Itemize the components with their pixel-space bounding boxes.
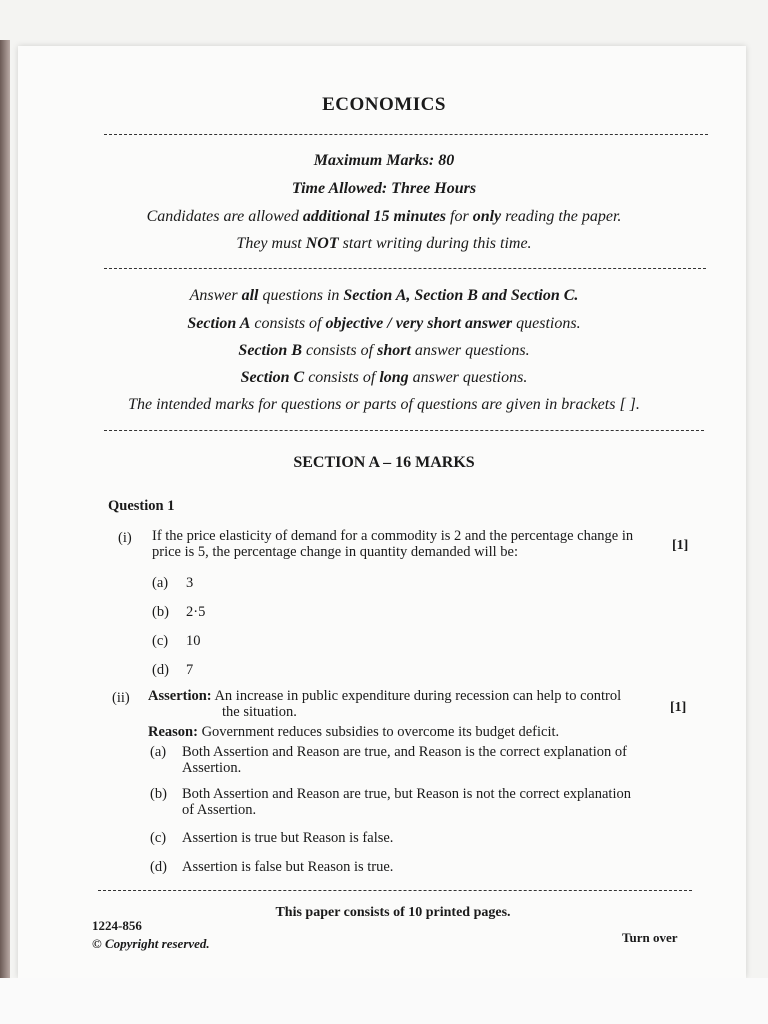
- text-line: price is 5, the percentage change in quantity demanded will be:: [152, 544, 518, 560]
- time-allowed-text: Time Allowed: Three Hours: [291, 180, 477, 197]
- text: Section A: [187, 315, 251, 332]
- option-b: [152, 604, 206, 620]
- copyright-note: © Copyright reserved.: [92, 936, 210, 951]
- option-c: [152, 633, 201, 649]
- reading-only: only: [472, 208, 502, 225]
- instruction-line-5: The intended marks for questions or parts of questions are given in brackets [ ].: [128, 396, 640, 413]
- reason-label: Reason:: [148, 724, 198, 740]
- assertion: [148, 688, 668, 720]
- question-text: [152, 528, 662, 560]
- instruction-line-2: [60, 315, 708, 333]
- must-pre: They must: [236, 235, 306, 252]
- background: [0, 978, 768, 1024]
- option-a: [150, 744, 670, 776]
- reason: [148, 724, 559, 740]
- option-label: (b): [150, 786, 167, 802]
- text: Section B: [238, 342, 302, 359]
- instruction-line-4: [60, 369, 708, 387]
- option-d: [150, 859, 394, 875]
- reading-mid: for: [446, 208, 473, 225]
- divider: [104, 430, 704, 431]
- option-d: [152, 662, 194, 678]
- no-writing-note: [60, 235, 708, 253]
- text: all: [241, 287, 259, 304]
- text: questions in: [258, 287, 344, 304]
- option-a: [152, 575, 194, 591]
- part-number: (ii): [112, 690, 130, 706]
- option-text: 2·5: [186, 604, 206, 620]
- option-text: Both Assertion and Reason are true, but Reason is not the correct explanation: [182, 786, 631, 802]
- text: short: [377, 342, 411, 359]
- marks-badge: [1]: [672, 538, 689, 553]
- turn-over-note: Turn over: [622, 930, 678, 945]
- text: Answer: [189, 287, 242, 304]
- paper-code: 1224-856: [92, 918, 142, 933]
- text: consists of: [304, 369, 380, 386]
- option-label: (a): [150, 744, 167, 760]
- pages-note: This paper consists of 10 printed pages.: [275, 905, 511, 920]
- instruction-line-3: [60, 342, 708, 360]
- divider: [104, 134, 708, 135]
- instruction-line-1: [60, 287, 708, 305]
- assertion-text: An increase in public expenditure during recession can help to control: [211, 688, 622, 704]
- reading-post: reading the paper.: [501, 208, 622, 225]
- option-text: of Assertion.: [182, 802, 257, 818]
- text-line: If the price elasticity of demand for a commodity is 2 and the percentage change in: [152, 528, 634, 544]
- text: answer questions.: [408, 369, 528, 386]
- option-text: Assertion is false but Reason is true.: [182, 859, 394, 875]
- option-c: [150, 830, 394, 846]
- option-text: Both Assertion and Reason are true, and Reason is the correct explanation of: [182, 744, 627, 760]
- text: consists of: [250, 315, 326, 332]
- text: consists of: [301, 342, 378, 359]
- reading-bold: additional 15 minutes: [302, 208, 447, 225]
- page-left-edge: [0, 40, 10, 980]
- text: questions.: [512, 315, 581, 332]
- subject-title: ECONOMICS: [322, 94, 446, 115]
- text: long: [379, 369, 409, 386]
- option-text: 7: [186, 662, 194, 678]
- section-heading: SECTION A – 16 MARKS: [293, 454, 475, 471]
- option-label: (d): [150, 859, 167, 875]
- part-number: (i): [118, 530, 132, 546]
- must-not: NOT: [305, 235, 339, 252]
- text: answer questions.: [410, 342, 530, 359]
- max-marks-text: Maximum Marks: 80: [313, 152, 455, 169]
- text: Section C: [240, 369, 305, 386]
- option-label: (d): [152, 662, 169, 678]
- max-marks: [60, 152, 708, 170]
- assertion-label: Assertion:: [148, 688, 212, 704]
- text: Section A, Section B and Section C.: [343, 287, 579, 304]
- divider: [98, 890, 692, 891]
- must-post: start writing during this time.: [338, 235, 532, 252]
- reading-pre: Candidates are allowed: [146, 208, 303, 225]
- marks-badge: [1]: [670, 700, 687, 715]
- option-label: (a): [152, 575, 169, 591]
- option-text: Assertion.: [182, 760, 242, 776]
- option-b: [150, 786, 670, 818]
- option-label: (b): [152, 604, 169, 620]
- question-label: Question 1: [108, 498, 175, 514]
- option-text: Assertion is true but Reason is false.: [182, 830, 394, 846]
- text: objective / very short answer: [325, 315, 513, 332]
- divider: [104, 268, 706, 269]
- time-allowed: [60, 180, 708, 198]
- reading-time-note: [60, 208, 708, 226]
- option-text: 10: [186, 633, 201, 649]
- option-text: 3: [186, 575, 194, 591]
- option-label: (c): [150, 830, 167, 846]
- reason-text: Government reduces subsidies to overcome its budget deficit.: [197, 724, 560, 740]
- option-label: (c): [152, 633, 169, 649]
- assertion-text: the situation.: [222, 704, 297, 720]
